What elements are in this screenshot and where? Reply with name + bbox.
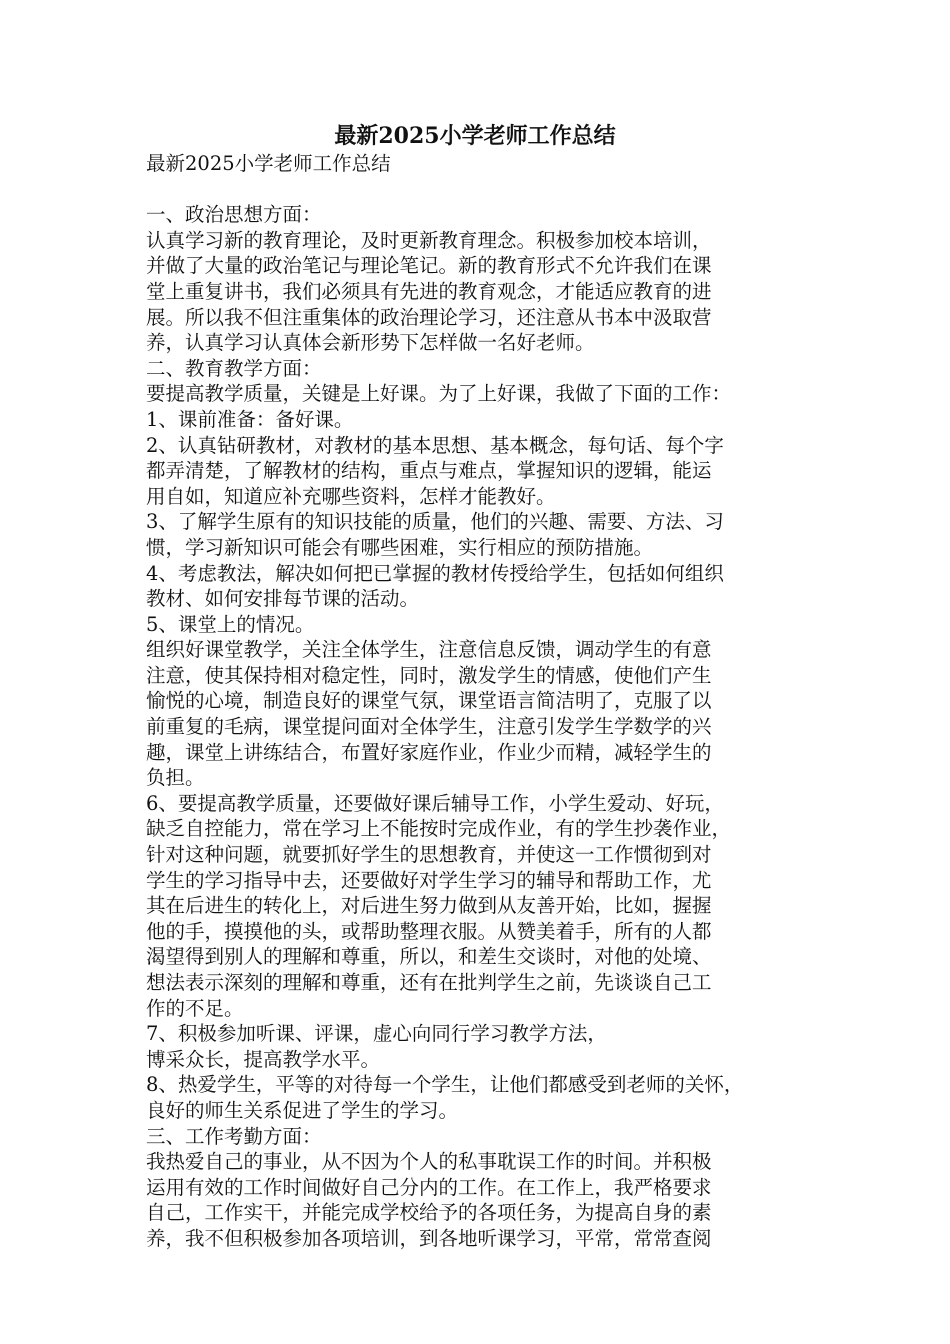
body-line: 6、要提高教学质量，还要做好课后辅导工作，小学生爱动、好玩， (146, 791, 724, 815)
body-line: 前重复的毛病，课堂提问面对全体学生，注意引发学生学数学的兴 (146, 715, 712, 739)
body-line: 三、工作考勤方面： (146, 1124, 322, 1148)
body-line: 组织好课堂教学，关注全体学生，注意信息反馈，调动学生的有意 (146, 638, 712, 662)
body-line: 负担。 (146, 766, 205, 790)
body-line: 7、积极参加听课、评课，虚心向同行学习教学方法， (146, 1022, 607, 1046)
body-line: 他的手，摸摸他的头，或帮助整理衣服。从赞美着手，所有的人都 (146, 919, 712, 943)
body-line: 我热爱自己的事业，从不因为个人的私事耽误工作的时间。并积极 (146, 1150, 712, 1174)
body-line (146, 177, 826, 203)
body-line: 学生的学习指导中去，还要做好对学生学习的辅导和帮助工作，尤 (146, 868, 712, 892)
document-body (146, 151, 826, 1252)
body-line: 想法表示深刻的理解和尊重，还有在批判学生之前，先谈谈自己工 (146, 971, 712, 994)
body-line: 一、政治思想方面： (146, 203, 322, 227)
body-line: 二、教育教学方面： (146, 356, 322, 380)
body-line: 4、考虑教法，解决如何把已掌握的教材传授给学生，包括如何组织 (146, 561, 724, 585)
body-line: 自己，工作实干，并能完成学校给予的各项任务，为提高自身的素 (146, 1201, 712, 1225)
document-title: 最新2025小学老师工作总结 (334, 123, 616, 149)
body-line: 注意，使其保持相对稳定性，同时，激发学生的情感，使他们产生 (146, 663, 712, 687)
body-line: 良好的师生关系促进了学生的学习。 (146, 1098, 459, 1122)
body-line: 作的不足。 (146, 996, 244, 1020)
body-line: 用自如，知道应补充哪些资料，怎样才能教好。 (146, 484, 556, 508)
body-line: 堂上重复讲书，我们必须具有先进的教育观念，才能适应教育的进 (146, 279, 712, 303)
body-line: 运用有效的工作时间做好自己分内的工作。在工作上，我严格要求 (146, 1175, 712, 1199)
body-line: 5、课堂上的情况。 (146, 612, 315, 636)
body-line: 8、热爱学生，平等的对待每一个学生，让他们都感受到老师的关怀， (146, 1073, 744, 1097)
body-line: 都弄清楚，了解教材的结构，重点与难点，掌握知识的逻辑，能运 (146, 459, 712, 483)
body-line: 认真学习新的教育理论，及时更新教育理念。积极参加校本培训， (146, 228, 712, 252)
body-line: 愉悦的心境，制造良好的课堂气氛，课堂语言简洁明了，克服了以 (146, 689, 712, 713)
body-line: 教材、如何安排每节课的活动。 (146, 587, 420, 611)
body-line: 最新2025小学老师工作总结 (146, 152, 391, 175)
body-line: 养，我不但积极参加各项培训，到各地听课学习，平常，常常查阅 (146, 1226, 712, 1250)
body-line: 针对这种问题，就要抓好学生的思想教育，并使这一工作惯彻到对 (146, 843, 712, 867)
body-line: 趣，课堂上讲练结合，布置好家庭作业，作业少而精，减轻学生的 (146, 740, 712, 764)
body-line: 3、了解学生原有的知识技能的质量，他们的兴趣、需要、方法、习 (146, 510, 724, 534)
body-line: 其在后进生的转化上，对后进生努力做到从友善开始，比如，握握 (146, 894, 712, 918)
body-line: 要提高教学质量，关键是上好课。为了上好课，我做了下面的工作： (146, 382, 732, 406)
body-line: 养，认真学习认真体会新形势下怎样做一名好老师。 (146, 331, 595, 355)
body-line: 并做了大量的政治笔记与理论笔记。新的教育形式不允许我们在课 (146, 254, 712, 278)
body-line: 展。所以我不但注重集体的政治理论学习，还注意从书本中汲取营 (146, 305, 712, 329)
body-line: 1、课前准备：备好课。 (146, 407, 354, 431)
body-line: 博采众长，提高教学水平。 (146, 1047, 381, 1071)
body-line: 2、认真钻研教材，对教材的基本思想、基本概念，每句话、每个字 (146, 433, 724, 457)
body-line: 惯，学习新知识可能会有哪些困难，实行相应的预防措施。 (146, 535, 654, 559)
body-line: 缺乏自控能力，常在学习上不能按时完成作业，有的学生抄袭作业， (146, 817, 732, 841)
body-line: 渴望得到别人的理解和尊重，所以，和差生交谈时，对他的处境、 (146, 945, 712, 969)
